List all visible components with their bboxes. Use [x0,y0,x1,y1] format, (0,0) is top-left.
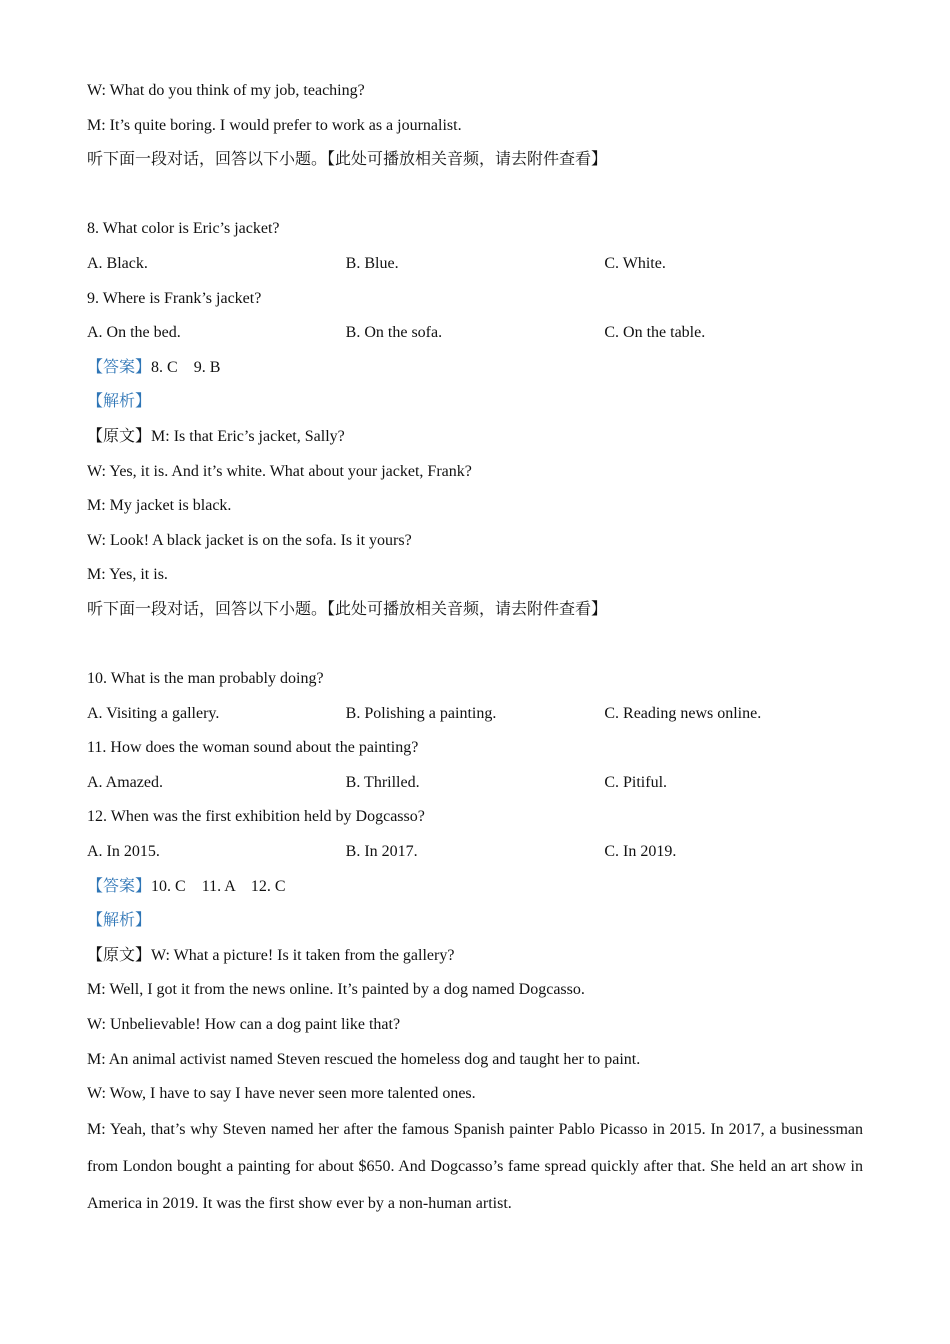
dialogue-line: W: Yes, it is. And it’s white. What about your jacket, Frank? [87,462,472,480]
transcript-paragraph: M: Yeah, that’s why Steven named her after the famous Spanish painter Pablo Picasso in 2015. In 2017, a businessman from London bought a painting for about $650. And Dogcasso’s fame spread quickly after that. She held an art show in America in 2019. It was the first show ever by a non-human artist. [87,1120,863,1213]
question-12-options [87,839,863,874]
audio-instruction: 听下面一段对话，回答以下小题。【此处可播放相关音频，请去附件查看】 [87,600,608,618]
option-b: B. In 2017. [345,843,418,861]
option-a: A. Visiting a gallery. [87,704,220,722]
audio-instruction: 听下面一段对话，回答以下小题。【此处可播放相关音频，请去附件查看】 [87,151,608,169]
question-10-options [87,701,863,736]
option-a: A. On the bed. [87,324,181,342]
question-11-options [87,770,863,805]
answer-tag: 【答案】 [87,358,152,376]
option-a: A. Amazed. [87,773,163,791]
answer-tag: 【答案】 [87,877,152,895]
dialogue-line: W: What do you think of my job, teaching? [87,82,365,99]
dialogue-line: W: Look! A black jacket is on the sofa. Is it yours? [87,531,412,549]
option-c: C. In 2019. [604,843,677,861]
option-a: A. In 2015. [87,843,160,861]
option-b: B. Polishing a painting. [345,704,497,722]
option-b: B. Thrilled. [345,773,420,791]
dialogue-line: M: It’s quite boring. I would prefer to work as a journalist. [87,116,462,134]
transcript-line [87,943,863,978]
transcript-tag: 【原文】 [87,946,152,964]
option-a: A. Black. [87,254,148,272]
dialogue-line: M: Yes, it is. [87,566,168,584]
document-page [87,78,863,1223]
dialogue-line: M: An animal activist named Steven rescued the homeless dog and taught her to paint. [87,1050,641,1068]
question-11: 11. How does the woman sound about the painting? [87,739,419,757]
transcript-line [87,424,863,459]
transcript-first: M: Is that Eric’s jacket, Sally? [151,427,345,445]
question-12: 12. When was the first exhibition held by Dogcasso? [87,808,425,826]
option-c: C. On the table. [604,324,706,342]
answer-line [87,874,863,909]
option-c: C. Pitiful. [604,773,668,791]
question-9: 9. Where is Frank’s jacket? [87,289,262,307]
dialogue-line: W: Unbelievable! How can a dog paint like that? [87,1016,401,1034]
analysis-tag: 【解析】 [87,393,152,411]
question-8-options [87,251,863,286]
dialogue-line: M: My jacket is black. [87,497,232,515]
dialogue-line: M: Well, I got it from the news online. It’s painted by a dog named Dogcasso. [87,981,585,999]
analysis-tag: 【解析】 [87,912,152,930]
option-b: B. Blue. [345,254,399,272]
transcript-tag: 【原文】 [87,427,152,445]
option-c: C. White. [604,254,666,272]
option-b: B. On the sofa. [345,324,443,342]
transcript-first: W: What a picture! Is it taken from the gallery? [151,946,455,964]
answer-text: 10. C 11. A 12. C [151,877,286,895]
option-c: C. Reading news online. [604,704,762,722]
answer-line [87,355,863,390]
dialogue-line: W: Wow, I have to say I have never seen more talented ones. [87,1085,476,1103]
question-8: 8. What color is Eric’s jacket? [87,220,280,238]
question-9-options [87,320,863,355]
spacer [87,182,863,217]
spacer [87,632,863,667]
answer-text: 8. C 9. B [151,358,221,376]
question-10: 10. What is the man probably doing? [87,670,324,688]
